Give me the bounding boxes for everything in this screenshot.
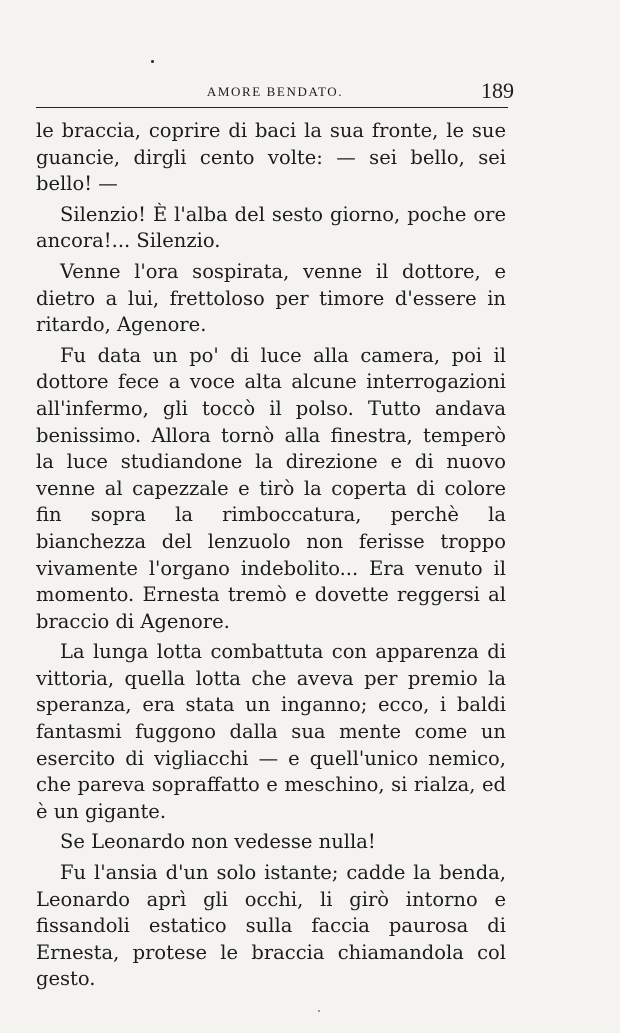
- running-title: AMORE BENDATO.: [206, 84, 344, 99]
- paragraph: Fu data un po' di luce alla camera, poi il dottore fece a voce alta alcune interrogazioni all'infermo, gli toccò il polso. Tutto andava benissimo. Allora tornò alla finestra, temperò la luce studiandone la direzione e di nuovo venne al capezzale e tirò la coperta di colore fin sopra la rimboccatura, perchè la bianchezza del lenzuolo non ferisse troppo vivamente l'organo indebolito... Era venuto il momento. Ernesta tremò e dovette reggersi al braccio di Agenore.: [36, 343, 506, 633]
- paragraph: Venne l'ora sospirata, venne il dottore, e dietro a lui, frettoloso per timore d'essere in ritardo, Agenore.: [36, 259, 506, 337]
- paragraph: le braccia, coprire di baci la sua fronte, le sue guancie, dirgli cento volte: — sei bello, sei bello! —: [36, 119, 506, 196]
- paper-speck: [318, 1010, 320, 1012]
- paper-speck: [151, 60, 154, 63]
- paragraph: Silenzio! È l'alba del sesto giorno, poche ore ancora!... Silenzio.: [36, 202, 506, 253]
- paragraph: Se Leonardo non vedesse nulla!: [60, 830, 376, 854]
- running-head: [36, 78, 514, 106]
- header-rule: [36, 107, 508, 108]
- paragraph: Fu l'ansia d'un solo istante; cadde la benda, Leonardo aprì gli occhi, li girò intorno e fissandoli estatico sulla faccia paurosa di Ernesta, protese le braccia chiamandola col gesto.: [36, 861, 506, 991]
- body-text: [36, 118, 506, 997]
- paragraph: La lunga lotta combattuta con apparenza di vittoria, quella lotta che aveva per premio la speranza, era stata un inganno; ecco, i baldi fantasmi fuggono dalla sua mente come un esercito di vigliacchi — e quell'unico nemico, che pareva sopraffatto e meschino, si rialza, ed è un gigante.: [36, 640, 506, 823]
- page-number: 189: [481, 78, 514, 103]
